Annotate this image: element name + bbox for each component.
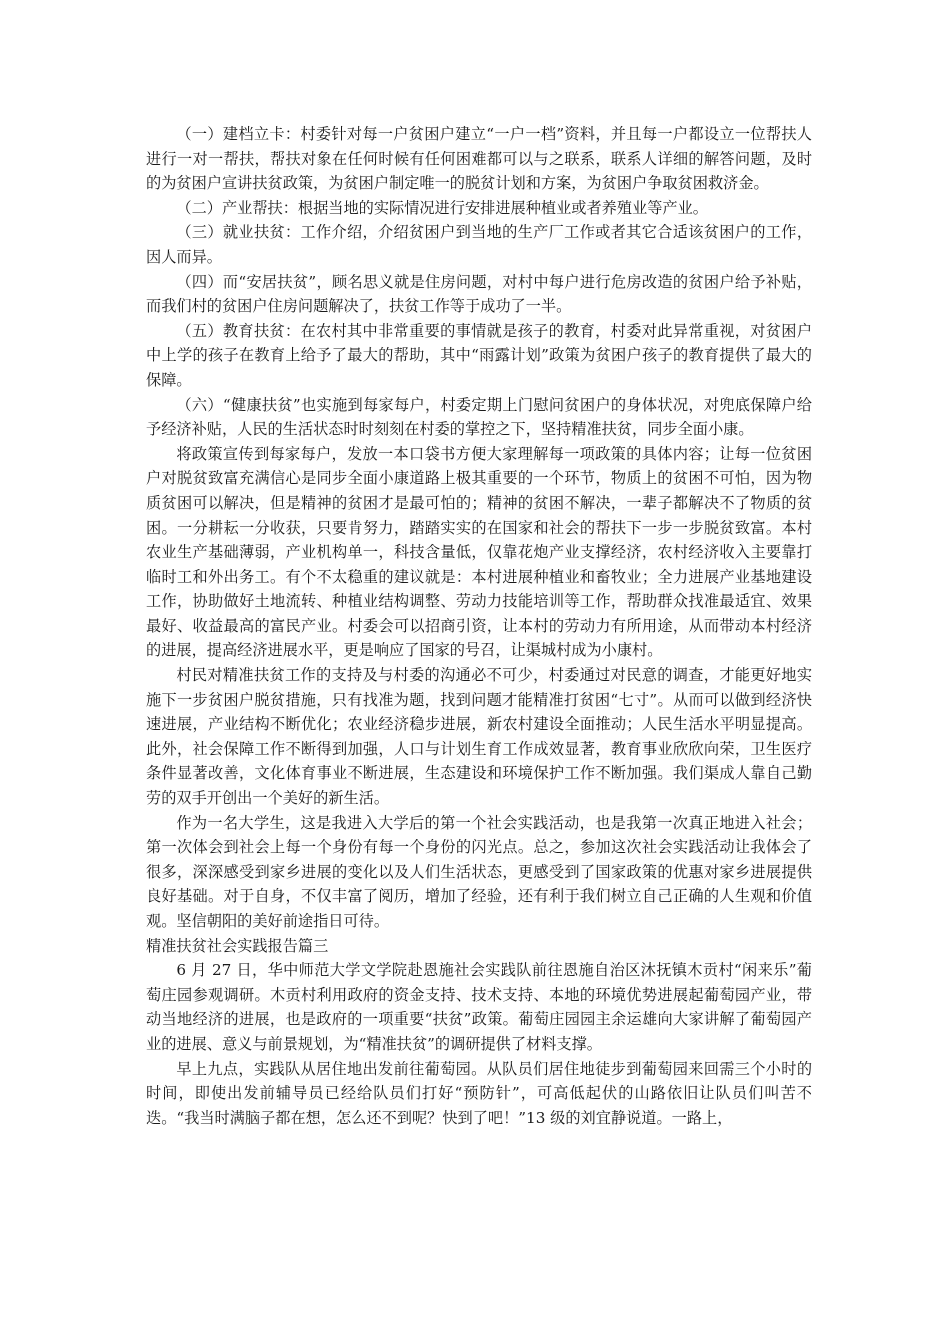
document-page xyxy=(146,122,812,1130)
paragraph-industry: （二）产业帮扶：根据当地的实际情况进行安排进展种植业或者养殖业等产业。 xyxy=(176,198,708,217)
paragraph-health: （六）“健康扶贫”也实施到每家每户，村委定期上门慰问贫困户的身体状况，对兜底保障户给予经济补贴，人民的生活状态时时刻刻在村委的掌控之下，坚持精准扶贫，同步全面小康。 xyxy=(146,395,812,439)
paragraph-policy-promotion: 将政策宣传到每家每户，发放一本口袋书方便大家理解每一项政策的具体内容；让每一位贫困户对脱贫致富充满信心是同步全面小康道路上极其重要的一个环节，物质上的贫困不可怕，因为物质贫困可以解决，但是精神的贫困才是最可怕的；精神的贫困不解决，一辈子都解决不了物质的贫困。一分耕耘一分收获，只要肯努力，踏踏实实的在国家和社会的帮扶下一步一步脱贫致富。本村农业生产基础薄弱，产业机构单一，科技含量低，仅靠花炮产业支撑经济，农村经济收入主要靠打临时工和外出务工。有个不太稳重的建议就是：本村进展种植业和畜牧业；全力进展产业基地建设工作，协助做好土地流转、种植业结构调整、劳动力技能培训等工作，帮助群众找准最适宜、效果最好、收益最高的富民产业。村委会可以招商引资，让本村的劳动力有所用途，从而带动本村经济的进展，提高经济进展水平，更是响应了国家的号召，让渠城村成为小康村。 xyxy=(146,444,812,660)
paragraph-archive: （一）建档立卡：村委针对每一户贫困户建立“一户一档”资料，并且每一户都设立一位帮扶人进行一对一帮扶，帮扶对象在任何时候有任何困难都可以与之联系，联系人详细的解答问题，及时的为贫困户宣讲扶贫政策，为贫困户制定唯一的脱贫计划和方案，为贫困户争取贫困救济金。 xyxy=(146,125,812,193)
section-heading: 精准扶贫社会实践报告篇三 xyxy=(146,936,329,955)
paragraph-education: （五）教育扶贫：在农村其中非常重要的事情就是孩子的教育，村委对此异常重视，对贫困户中上学的孩子在教育上给予了最大的帮助，其中“雨露计划”政策为贫困户孩子的教育提供了最大的保障。 xyxy=(146,321,812,389)
paragraph-employment: （三）就业扶贫：工作介绍，介绍贫困户到当地的生产厂工作或者其它合适该贫困户的工作，因人而异。 xyxy=(146,223,812,266)
paragraph-housing: （四）而“安居扶贫”，顾名思义就是住房问题，对村中每户进行危房改造的贫困户给予补贴，而我们村的贫困户住房问题解决了，扶贫工作等于成功了一半。 xyxy=(146,272,812,316)
paragraph-student-reflection: 作为一名大学生，这是我进入大学后的第一个社会实践活动，也是我第一次真正地进入社会；第一次体会到社会上每一个身份有每一个身份的闪光点。总之，参加这次社会实践活动让我体会了很多，深深感受到家乡进展的变化以及人们生活状态，更感受到了国家政策的优惠对家乡进展提供良好基础。对于自身，不仅丰富了阅历，增加了经验，还有利于我们树立自己正确的人生观和价值观。坚信朝阳的美好前途指日可待。 xyxy=(146,813,812,930)
paragraph-morning-trip: 早上九点，实践队从居住地出发前往葡萄园。从队员们居住地徒步到葡萄园来回需三个小时的时间，即使出发前辅导员已经给队员们打好“预防针”，可高低起伏的山路依旧让队员们叫苦不迭。“我当时满脑子都在想，怎么还不到呢？快到了吧！”13 级的刘宜静说道。一路上， xyxy=(146,1059,812,1127)
paragraph-vineyard-visit: 6 月 27 日，华中师范大学文学院赴恩施社会实践队前往恩施自治区沐抚镇木贡村“闲来乐”葡萄庄园参观调研。木贡村利用政府的资金支持、技术支持、本地的环境优势进展起葡萄园产业，带动当地经济的进展，也是政府的一项重要“扶贫”政策。葡萄庄园园主余运雄向大家讲解了葡萄园产业的进展、意义与前景规划，为“精准扶贫”的调研提供了材料支撑。 xyxy=(146,961,812,1053)
paragraph-villager-support: 村民对精准扶贫工作的支持及与村委的沟通必不可少，村委通过对民意的调查，才能更好地实施下一步贫困户脱贫措施，只有找准为题，找到问题才能精准打贫困“七寸”。从而可以做到经济快速进展，产业结构不断优化；农业经济稳步进展，新农村建设全面推动；人民生活水平明显提高。此外，社会保障工作不断得到加强，人口与计划生育工作成效显著，教育事业欣欣向荣，卫生医疗条件显著改善，文化体育事业不断进展，生态建设和环境保护工作不断加强。我们渠成人靠自己勤劳的双手开创出一个美好的新生活。 xyxy=(146,666,812,808)
